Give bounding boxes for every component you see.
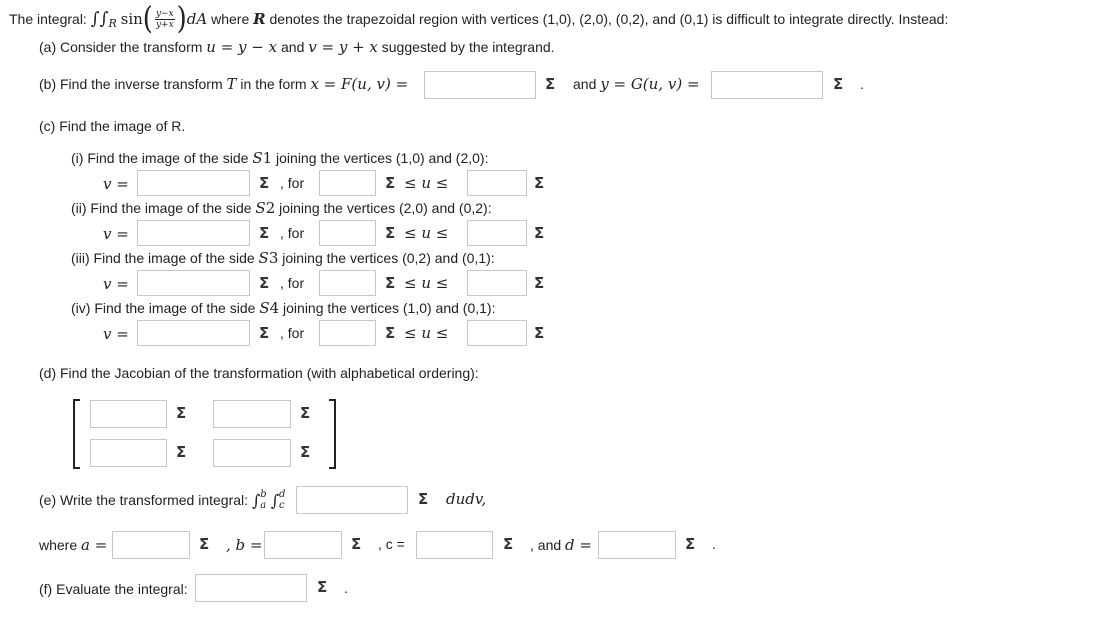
s4-v-input[interactable] [137, 320, 250, 346]
sigma-icon[interactable]: Σ [176, 404, 187, 422]
s3-u-lower-input[interactable] [319, 270, 376, 296]
part-a: (a) Consider the transform u = y − x and v = y + x suggested by the integrand. [39, 38, 555, 56]
integral-value-input[interactable] [195, 574, 307, 602]
s2-u-lower-input[interactable] [319, 220, 376, 246]
sigma-icon[interactable]: Σ [259, 324, 270, 342]
limit-d-input[interactable] [598, 531, 676, 559]
sigma-icon[interactable]: Σ [259, 274, 270, 292]
part-e-label: (e) Write the transformed integral: ∫ b a ∫ d c [39, 489, 286, 511]
jacobian-22-input[interactable] [213, 439, 291, 467]
s2-u-upper-input[interactable] [467, 220, 527, 246]
sigma-icon[interactable]: Σ [545, 75, 556, 93]
sigma-icon[interactable]: Σ [259, 224, 270, 242]
matrix-left-bracket [73, 399, 80, 469]
double-integral-symbol: ∫∫ [90, 9, 109, 29]
sigma-icon[interactable]: Σ [199, 535, 210, 553]
sigma-icon[interactable]: Σ [534, 224, 545, 242]
integrand-fraction: $\frac{y-x}{y+x}$ [155, 8, 174, 30]
limits-label: where a = [39, 536, 108, 554]
limit-c-input[interactable] [416, 531, 493, 559]
sigma-icon[interactable]: Σ [534, 274, 545, 292]
jacobian-12-input[interactable] [213, 400, 291, 428]
limit-b-input[interactable] [264, 531, 342, 559]
s4-u-upper-input[interactable] [467, 320, 527, 346]
sigma-icon[interactable]: Σ [259, 174, 270, 192]
sigma-icon[interactable]: Σ [385, 224, 396, 242]
s1-v-input[interactable] [137, 170, 250, 196]
sigma-icon[interactable]: Σ [385, 174, 396, 192]
sigma-icon[interactable]: Σ [534, 324, 545, 342]
jacobian-21-input[interactable] [90, 439, 167, 467]
s4-u-lower-input[interactable] [319, 320, 376, 346]
limit-d-label: , and d = [530, 536, 592, 554]
s2-v-input[interactable] [137, 220, 250, 246]
sigma-icon[interactable]: Σ [534, 174, 545, 192]
sigma-icon[interactable]: Σ [300, 443, 311, 461]
sigma-icon[interactable]: Σ [385, 324, 396, 342]
sigma-icon[interactable]: Σ [176, 443, 187, 461]
transformed-integrand-input[interactable] [296, 486, 408, 514]
sigma-icon[interactable]: Σ [685, 535, 696, 553]
matrix-right-bracket [329, 399, 336, 469]
part-f-label: (f) Evaluate the integral: [39, 581, 188, 597]
limit-a-input[interactable] [112, 531, 190, 559]
inverse-y-input[interactable] [711, 71, 823, 99]
side-s3-label: (iii) Find the image of the side S 3 joining the vertices (0,2) and (0,1): [71, 249, 495, 267]
s1-u-lower-input[interactable] [319, 170, 376, 196]
sigma-icon[interactable]: Σ [503, 535, 514, 553]
side-s1-label: (i) Find the image of the side S 1 joining the vertices (1,0) and (2,0): [71, 149, 489, 167]
side-s4-label: (iv) Find the image of the side S 4 joining the vertices (1,0) and (0,1): [71, 299, 496, 317]
part-b-label: (b) Find the inverse transform T in the form x = F(u, v) = [39, 75, 409, 93]
inverse-x-input[interactable] [424, 71, 536, 99]
sigma-icon[interactable]: Σ [351, 535, 362, 553]
sigma-icon[interactable]: Σ [317, 578, 328, 596]
part-d-title: (d) Find the Jacobian of the transformation (with alphabetical ordering): [39, 365, 479, 381]
s3-v-input[interactable] [137, 270, 250, 296]
sigma-icon[interactable]: Σ [300, 404, 311, 422]
part-c-title: (c) Find the image of R. [39, 118, 186, 134]
problem-statement: The integral: ∫∫ $_R$ sin ( $\frac{y-x}{y+x}$ ) dA where R denotes the trapezoidal region with vertices (1,0), (2,0), (0,2), and (0,1) is difficult to integrate directly. Instead: [9, 1, 949, 37]
part-b-y-label: and y = G(u, v) = [573, 75, 700, 93]
side-s2-label: (ii) Find the image of the side S 2 joining the vertices (2,0) and (0,2): [71, 199, 492, 217]
s1-u-upper-input[interactable] [467, 170, 527, 196]
sigma-icon[interactable]: Σ [418, 490, 429, 508]
s3-u-upper-input[interactable] [467, 270, 527, 296]
sigma-icon[interactable]: Σ [385, 274, 396, 292]
sigma-icon[interactable]: Σ [833, 75, 844, 93]
jacobian-11-input[interactable] [90, 400, 167, 428]
